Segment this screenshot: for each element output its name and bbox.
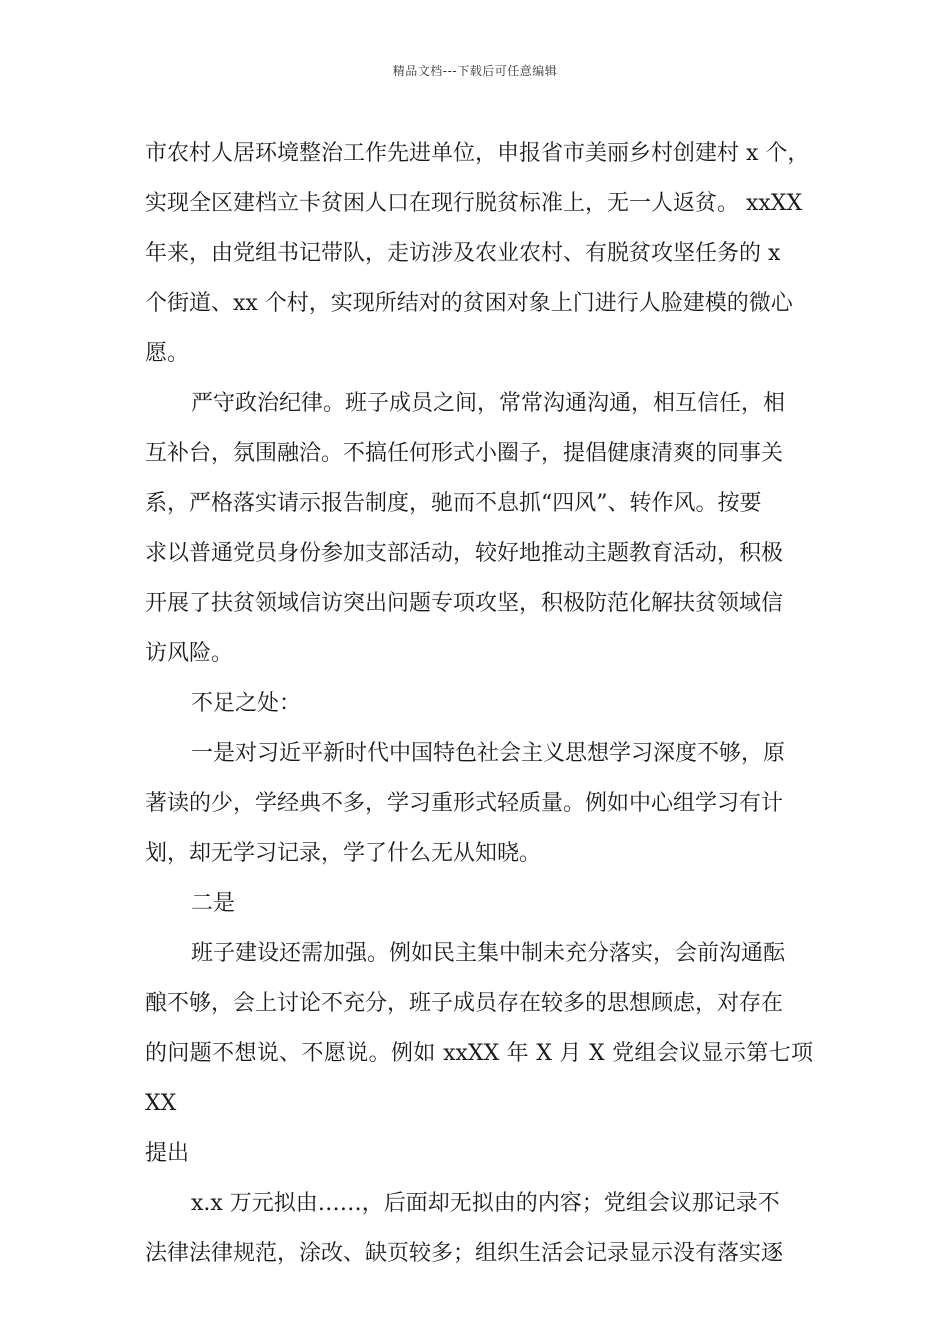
text-line: x.x 万元拟由……，后面却无拟由的内容；党组会议那记录不 xyxy=(191,1191,780,1216)
paragraph-2 xyxy=(145,379,813,679)
text-line: 个街道、xx 个村，实现所结对的贫困对象上门进行人脸建模的微心 xyxy=(145,291,793,316)
section-heading-shortcomings: 不足之处： xyxy=(191,691,302,716)
text-line: 班子建设还需加强。例如民主集中制未充分落实，会前沟通酝 xyxy=(191,941,786,966)
text-line: 互补台，氛围融洽。不搞任何形式小圈子，提倡健康清爽的同事关 xyxy=(145,441,784,466)
text-line: 提出 xyxy=(145,1141,190,1166)
text-line: 开展了扶贫领域信访突出问题专项攻坚，积极防范化解扶贫领域信 xyxy=(145,591,784,616)
paragraph-3 xyxy=(145,679,813,729)
paragraph-6 xyxy=(145,929,813,1179)
text-line: 系，严格落实请示报告制度，驰而不息抓“四风”、转作风。按要 xyxy=(145,491,762,516)
page-header: 精品文档---下载后可任意编辑 xyxy=(392,64,558,78)
paragraph-7 xyxy=(145,1179,813,1279)
text-line: 实现全区建档立卡贫困人口在现行脱贫标准上，无一人返贫。 xxXX xyxy=(145,191,803,216)
text-line: 法律法律规范，涂改、缺页较多；组织生活会记录显示没有落实逐 xyxy=(145,1241,784,1266)
text-line: 著读的少，学经典不多，学习重形式轻质量。例如中心组学习有计 xyxy=(145,791,784,816)
text-line: 酿不够，会上讨论不充分，班子成员存在较多的思想顾虑，对存在 xyxy=(145,991,784,1016)
text-line: 二是 xyxy=(191,891,236,916)
text-line: 求以普通党员身份参加支部活动，较好地推动主题教育活动，积极 xyxy=(145,541,784,566)
text-line: 划，却无学习记录，学了什么无从知晓。 xyxy=(145,841,542,866)
paragraph-1 xyxy=(145,129,813,379)
text-line: 愿。 xyxy=(145,341,190,366)
document-body xyxy=(145,129,813,1279)
paragraph-4 xyxy=(145,729,813,879)
text-line: 严守政治纪律。班子成员之间，常常沟通沟通，相互信任，相 xyxy=(191,391,786,416)
text-line: 年来，由党组书记带队，走访涉及农业农村、有脱贫攻坚任务的 x xyxy=(145,241,781,266)
text-line: 的问题不想说、不愿说。例如 xxXX 年 X 月 X 党组会议显示第七项 XX xyxy=(145,1041,813,1116)
text-line: 市农村人居环境整治工作先进单位，申报省市美丽乡村创建村 x 个， xyxy=(145,141,810,166)
text-line: 访风险。 xyxy=(145,641,234,666)
paragraph-5 xyxy=(145,879,813,929)
text-line: 一是对习近平新时代中国特色社会主义思想学习深度不够，原 xyxy=(191,741,786,766)
